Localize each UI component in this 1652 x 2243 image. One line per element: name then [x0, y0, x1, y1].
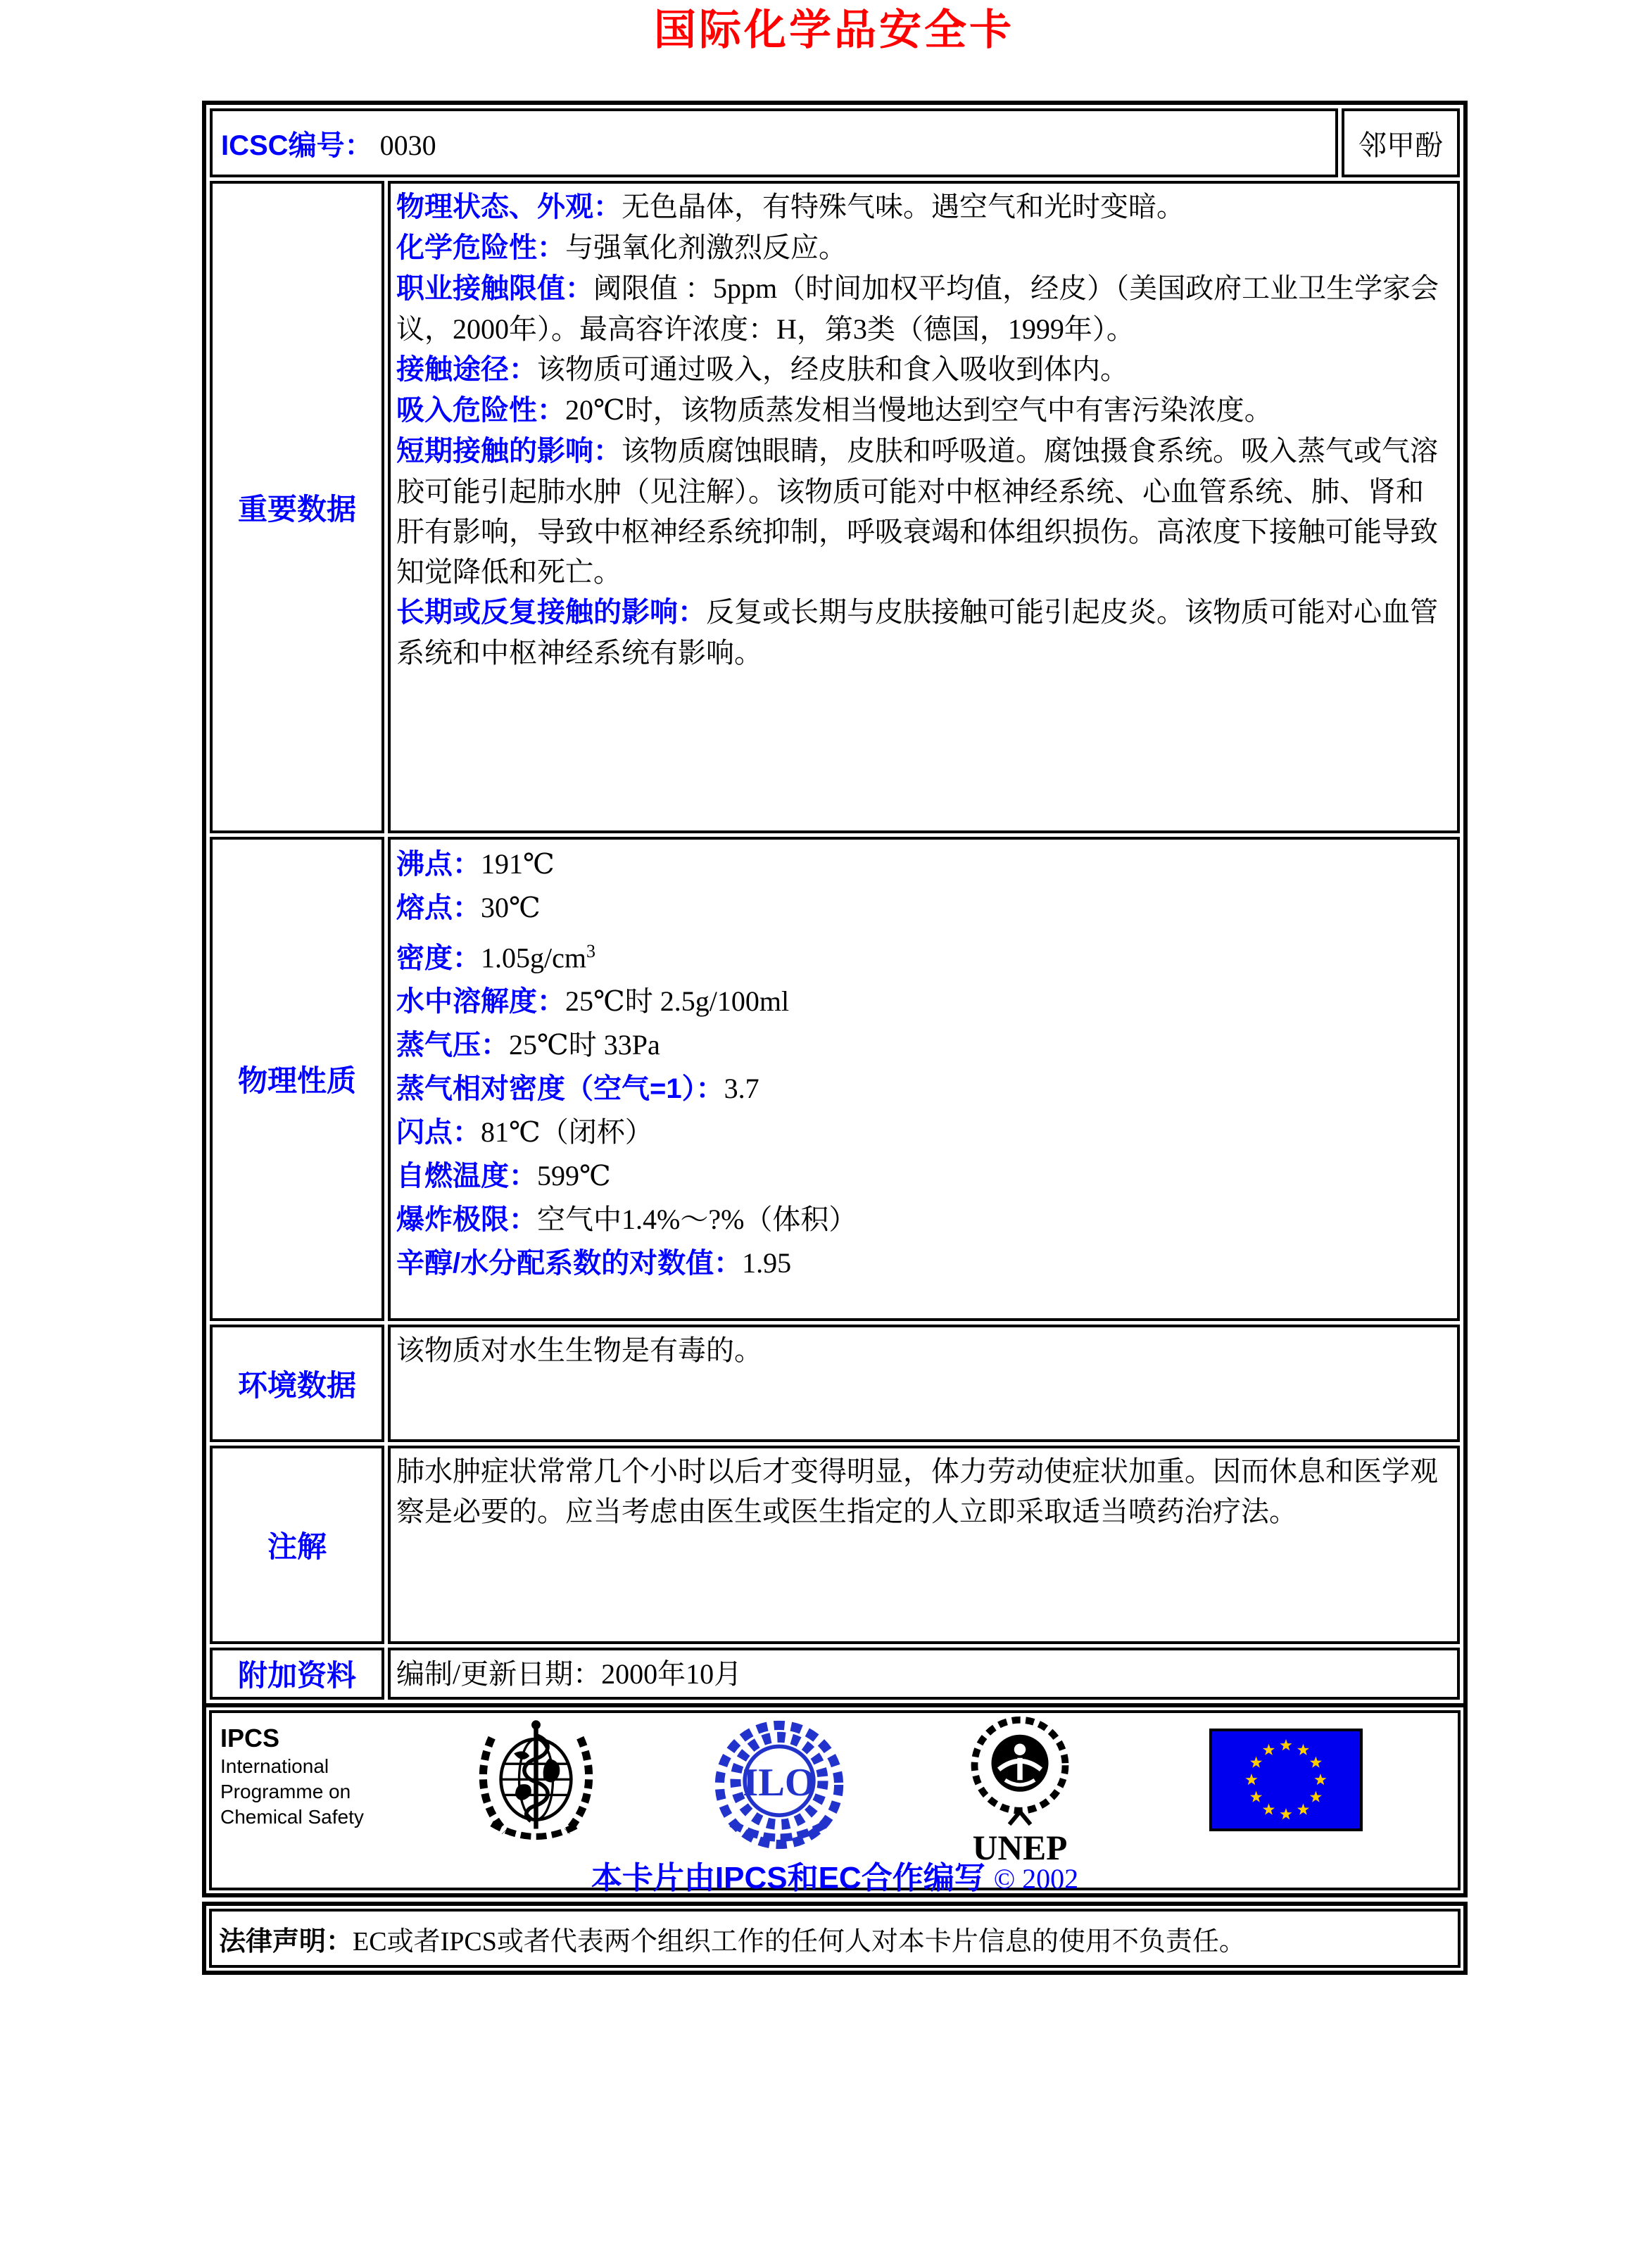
physical-property-item: 密度：$1.05g/cm^3$: [396, 941, 595, 974]
ipcs-line: International: [220, 1755, 329, 1777]
section-label-important: 重要数据: [210, 181, 384, 833]
legal-label: 法律声明：: [219, 1926, 353, 1957]
section-label-notes: 注解: [210, 1446, 384, 1644]
ipcs-text-block: [220, 1723, 364, 1830]
icsc-number-value: 0030: [379, 129, 436, 161]
ilo-logo-icon: [713, 1717, 845, 1852]
page-title: 国际化学品安全卡: [654, 7, 1014, 53]
important-data-item: 接触途径：该物质可通过吸入，经皮肤和食入吸收到体内。: [396, 353, 1128, 385]
chemical-name: 邻甲酚: [1358, 129, 1443, 161]
physical-property-item: 闪点：81℃（闭杯）: [396, 1116, 653, 1149]
physical-property-item: 蒸气相对密度（空气=1）：3.7: [396, 1073, 759, 1105]
important-data-item: 物理状态、外观：无色晶体，有特殊气味。遇空气和光时变暗。: [396, 191, 1185, 222]
icsc-number-cell: [210, 108, 1338, 177]
physical-properties-row: [210, 837, 1460, 1321]
notes-row: [210, 1446, 1460, 1644]
important-data-item: 职业接触限值：阈限值 ：5ppm（时间加权平均值，经皮）（美国政府工业卫生学家会议，2000年）。最高容许浓度：H，第3类（德国，1999年）。: [396, 272, 1439, 345]
legal-notice-box: [202, 1902, 1468, 1975]
icsc-number-label: ICSC编号：: [221, 129, 373, 161]
important-data-item: 短期接触的影响：该物质腐蚀眼睛，皮肤和呼吸道。腐蚀摄食系统。吸入蒸气或气溶胶可能引起肺水肿（见注解）。该物质可能对中枢神经系统、心血管系统、肺、肾和肝有影响，导致中枢神经系统抑制，呼吸衰竭和体组织损伤。高浓度下接触可能导致知觉降低和死亡。: [396, 435, 1438, 588]
environment-data-row: [210, 1325, 1460, 1442]
caption-copyright: © 2002: [993, 1863, 1079, 1895]
important-data-row: [210, 181, 1460, 833]
header-row: [210, 108, 1460, 177]
section-label-additional: 附加资料: [210, 1648, 384, 1700]
footer-caption: [212, 1852, 1458, 1897]
environment-data-content: 该物质对水生生物是有毒的。: [388, 1325, 1460, 1442]
physical-property-item: 自燃温度：599℃: [396, 1160, 611, 1192]
physical-properties-content: [388, 837, 1460, 1321]
chemical-name-cell: [1342, 108, 1460, 177]
additional-info-content: 编制/更新日期：2000年10月: [388, 1648, 1460, 1700]
important-data-content: [388, 181, 1460, 833]
superscript: 3: [586, 941, 595, 961]
ilo-monogram: ILO: [743, 1761, 816, 1805]
ipcs-line: Programme on: [220, 1781, 351, 1802]
additional-info-row: [210, 1648, 1460, 1700]
ipcs-title: IPCS: [220, 1724, 280, 1752]
notes-content: 肺水肿症状常常几个小时以后才变得明显，体力劳动使症状加重。因而休息和医学观察是必要的。应当考虑由医生或医生指定的人立即采取适当喷药治疗法。: [388, 1446, 1460, 1644]
physical-property-item: 辛醇/水分配系数的对数值：1.95: [396, 1247, 792, 1280]
important-data-item: 长期或反复接触的影响：反复或长期与皮肤接触可能引起皮炎。该物质可能对心血管系统和中枢神经系统有影响。: [396, 596, 1438, 669]
ipcs-line: Chemical Safety: [220, 1806, 364, 1828]
section-label-physical: 物理性质: [210, 837, 384, 1321]
footer-logos-box: [202, 1703, 1468, 1897]
important-data-item: 吸入危险性：20℃时，该物质蒸发相当慢地达到空气中有害污染浓度。: [396, 394, 1273, 426]
who-logo-icon: [471, 1714, 601, 1850]
physical-property-item: 沸点：191℃: [396, 848, 555, 880]
footer-logos-inner: [209, 1710, 1461, 1895]
physical-property-item: 爆炸极限：空气中1.4%～?%（体积）: [396, 1203, 857, 1236]
legal-text: EC或者IPCS或者代表两个组织工作的任何人对本卡片信息的使用不负责任。: [353, 1926, 1246, 1957]
physical-property-item: 熔点：30℃: [396, 892, 541, 923]
important-data-item: 化学危险性：与强氧化剂激烈反应。: [396, 232, 847, 263]
physical-property-item: 水中溶解度：25℃时 2.5g/100ml: [396, 985, 790, 1018]
eu-flag-icon: [1209, 1729, 1363, 1831]
physical-property-item: 蒸气压：25℃时 33Pa: [396, 1029, 660, 1061]
icsc-main-table: [202, 101, 1468, 1707]
unep-logo-icon: [963, 1714, 1077, 1866]
legal-notice-inner: [209, 1909, 1461, 1968]
caption-text: 本卡片由IPCS和EC合作编写: [591, 1861, 985, 1895]
unep-label: UNEP: [972, 1828, 1068, 1866]
section-label-environment: 环境数据: [210, 1325, 384, 1442]
